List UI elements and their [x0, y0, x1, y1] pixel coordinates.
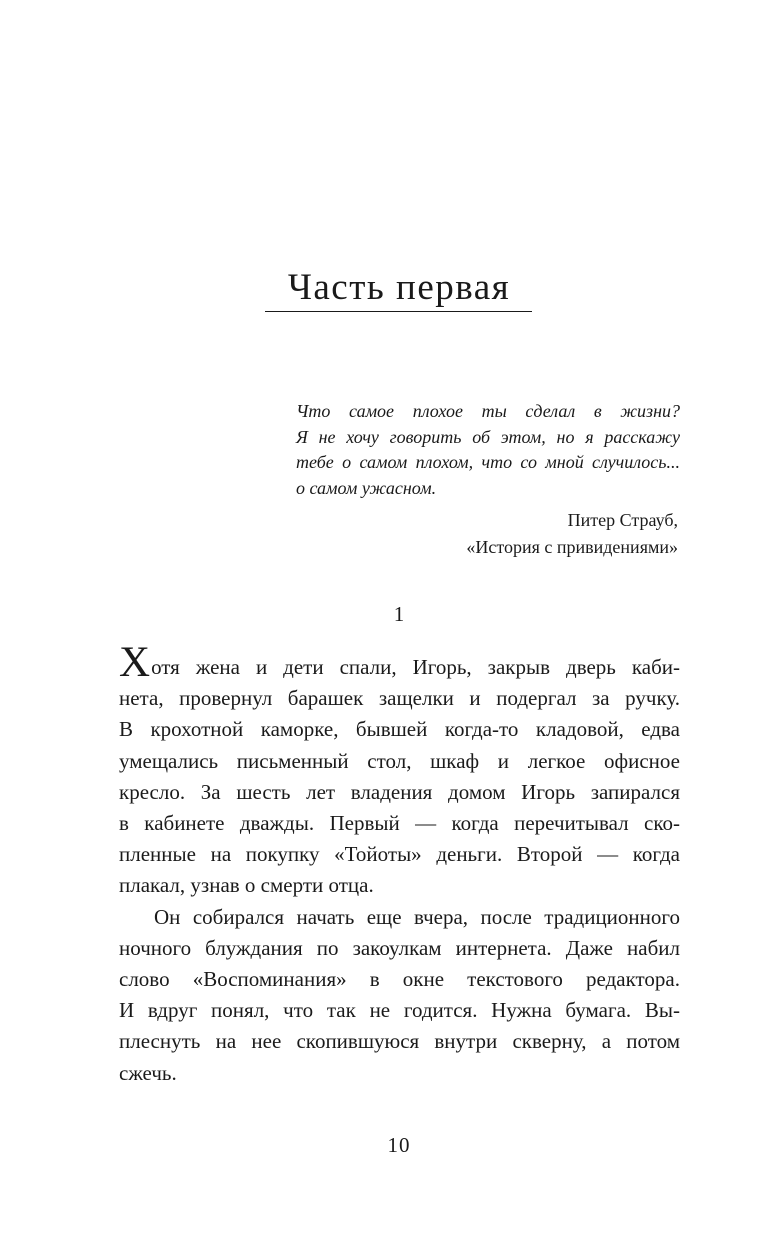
- body-line: В крохотной каморке, бывшей когда-то кладовой, едва: [119, 717, 680, 742]
- body-line: ночного блуждания по закоулкам интернета. Даже набил: [119, 935, 680, 960]
- body-line: сжечь.: [119, 1060, 177, 1085]
- body-line-text: отя жена и дети спали, Игорь, закрыв дверь каби-: [151, 655, 680, 679]
- page-number: 10: [387, 1133, 411, 1157]
- drop-cap: Х: [119, 639, 151, 686]
- epigraph-work: «История с привидениями»: [466, 536, 678, 557]
- chapter-number: 1: [393, 602, 405, 626]
- body-line: [119, 639, 680, 686]
- body-line: умещались письменный стол, шкаф и легкое офисное: [119, 748, 680, 773]
- body-line: плакал, узнав о смерти отца.: [119, 873, 374, 898]
- epigraph-author: Питер Страуб,: [567, 510, 678, 530]
- body-line: пленные на покупку «Тойоты» деньги. Второй — когда: [119, 842, 680, 867]
- epigraph-line: Я не хочу говорить об этом, но я расскажу: [296, 426, 680, 447]
- body-line: в кабинете дважды. Первый — когда перечитывал ско-: [119, 811, 680, 836]
- title-underline: [265, 311, 532, 312]
- epigraph: [296, 399, 680, 501]
- body-line: слово «Воспоминания» в окне текстового редактора.: [119, 967, 680, 992]
- body-line: нета, провернул барашек защелки и подергал за ручку.: [119, 686, 680, 711]
- part-title: Часть первая: [287, 267, 511, 308]
- epigraph-line: Что самое плохое ты сделал в жизни?: [296, 401, 680, 421]
- epigraph-line: о самом ужасном.: [296, 477, 437, 498]
- body-line: кресло. За шесть лет владения домом Игорь запирался: [119, 779, 680, 804]
- body-line: И вдруг понял, что так не годится. Нужна бумага. Вы-: [119, 998, 680, 1023]
- body-line: Он собирался начать еще вчера, после традиционного: [154, 904, 680, 929]
- epigraph-line: тебе о самом плохом, что со мной случилось...: [296, 452, 680, 472]
- body-line: плеснуть на нее скопившуюся внутри скверну, а потом: [119, 1029, 680, 1054]
- epigraph-attribution: [466, 507, 678, 560]
- body-text: [119, 639, 680, 1089]
